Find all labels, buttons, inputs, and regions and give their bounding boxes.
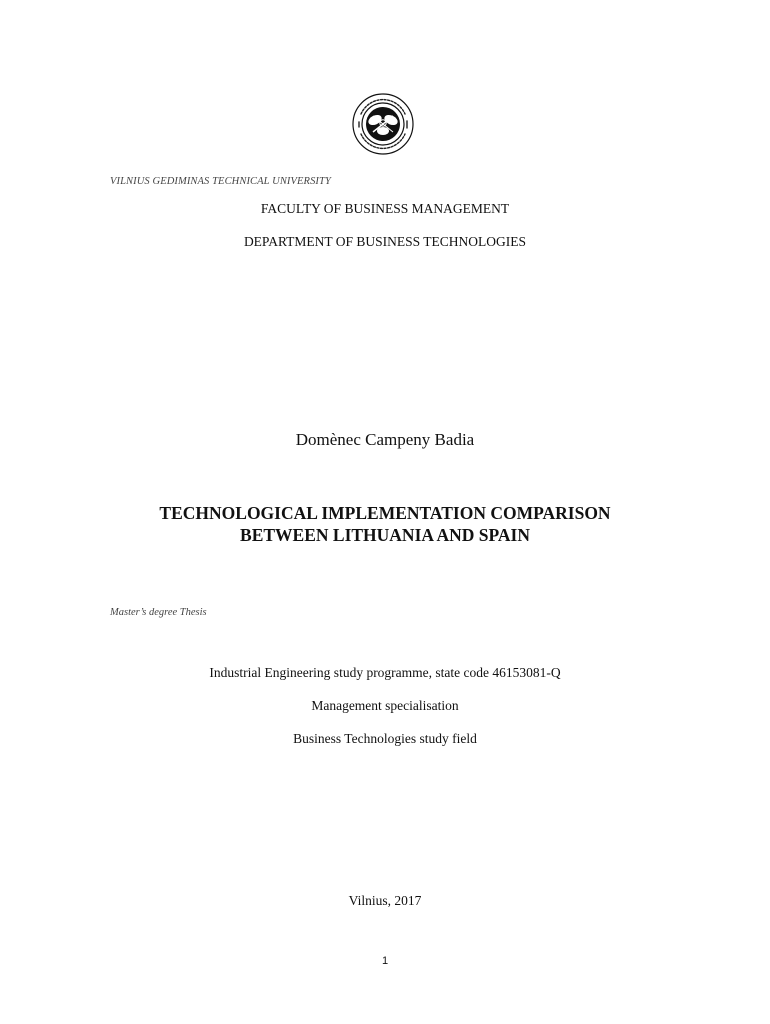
university-seal-icon [349,92,417,156]
department-name: DEPARTMENT OF BUSINESS TECHNOLOGIES [243,234,527,249]
specialisation: Management specialisation [311,698,459,713]
study-programme: Industrial Engineering study programme, state code 46153081-Q [209,665,561,680]
thesis-type: Master’s degree Thesis [110,607,207,618]
thesis-title [0,502,770,546]
place-and-year: Vilnius, 2017 [348,893,422,908]
study-field: Business Technologies study field [293,731,477,746]
author-name: Domènec Campeny Badia [295,430,475,449]
page-number: 1 [381,955,389,967]
faculty-name: FACULTY OF BUSINESS MANAGEMENT [260,201,510,216]
thesis-title-line-1: TECHNOLOGICAL IMPLEMENTATION COMPARISON [159,503,611,523]
thesis-title-line-2: BETWEEN LITHUANIA AND SPAIN [240,525,530,545]
university-name: VILNIUS GEDIMINAS TECHNICAL UNIVERSITY [110,176,331,187]
